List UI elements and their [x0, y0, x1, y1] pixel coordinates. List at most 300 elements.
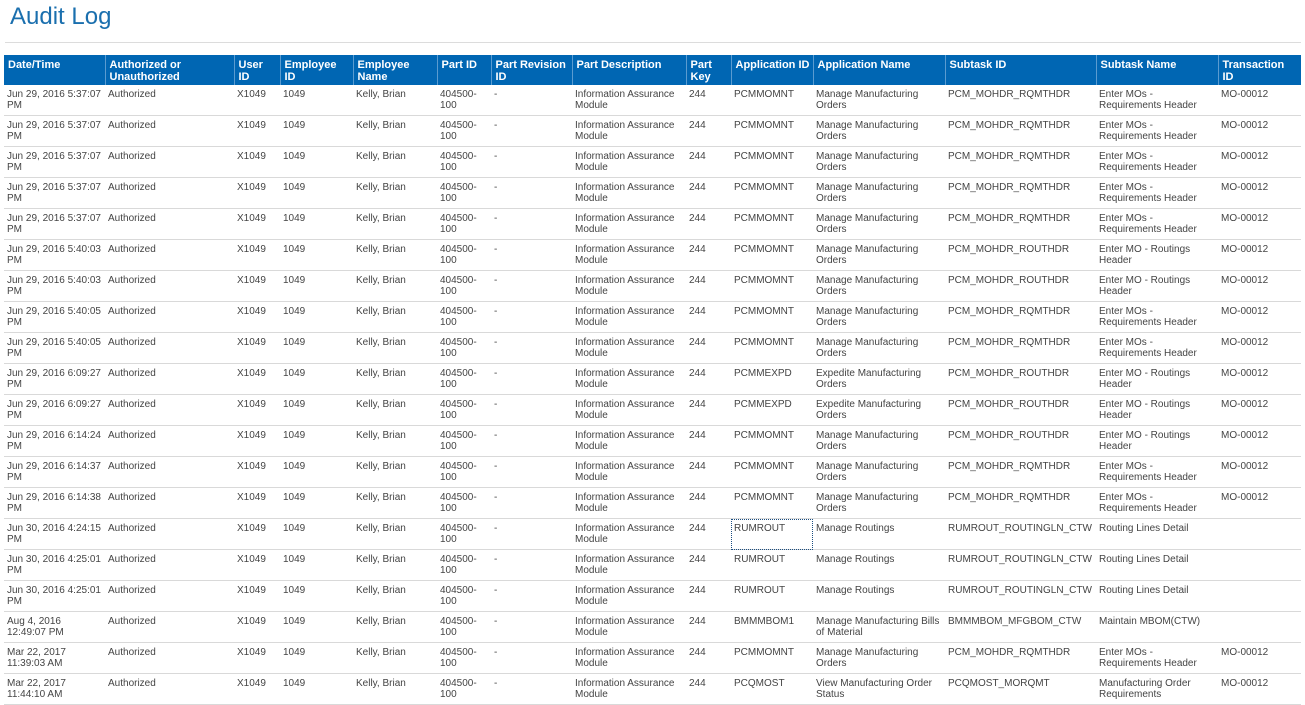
cell-application-id[interactable]: BMMMBOM1	[731, 612, 813, 643]
cell-subtask-id[interactable]: RUMROUT_ROUTINGLN_CTW	[945, 550, 1096, 581]
cell-subtask-id[interactable]: BMMMBOM_MFGBOM_CTW	[945, 612, 1096, 643]
cell-date-time[interactable]: Mar 22, 2017 11:39:03 AM	[4, 643, 105, 674]
cell-employee-name[interactable]: Kelly, Brian	[353, 147, 437, 178]
cell-part-description[interactable]: Information Assurance Module	[572, 550, 686, 581]
cell-date-time[interactable]: Jun 29, 2016 5:37:07 PM	[4, 85, 105, 116]
cell-part-description[interactable]: Information Assurance Module	[572, 581, 686, 612]
cell-part-description[interactable]: Information Assurance Module	[572, 240, 686, 271]
cell-application-name[interactable]: Manage Routings	[813, 581, 945, 612]
cell-subtask-name[interactable]: Routing Lines Detail	[1096, 550, 1218, 581]
cell-part-key[interactable]: 244	[686, 612, 731, 643]
cell-date-time[interactable]: Jun 30, 2016 4:24:15 PM	[4, 519, 105, 550]
cell-employee-name[interactable]: Kelly, Brian	[353, 519, 437, 550]
cell-part-revision-id[interactable]: -	[491, 85, 572, 116]
cell-employee-name[interactable]: Kelly, Brian	[353, 85, 437, 116]
cell-part-id[interactable]: 404500-100	[437, 426, 491, 457]
table-row[interactable]	[4, 612, 1301, 643]
cell-employee-name[interactable]: Kelly, Brian	[353, 271, 437, 302]
cell-employee-id[interactable]: 1049	[280, 85, 353, 116]
cell-part-revision-id[interactable]: -	[491, 395, 572, 426]
cell-part-revision-id[interactable]: -	[491, 612, 572, 643]
cell-subtask-id[interactable]: PCQMOST_MORQMT	[945, 674, 1096, 705]
cell-part-key[interactable]: 244	[686, 426, 731, 457]
cell-part-id[interactable]: 404500-100	[437, 364, 491, 395]
cell-date-time[interactable]: Jun 29, 2016 5:40:05 PM	[4, 302, 105, 333]
cell-date-time[interactable]: Jun 30, 2016 4:25:01 PM	[4, 550, 105, 581]
column-header-part-key[interactable]: Part Key	[686, 55, 731, 85]
cell-authorized[interactable]: Authorized	[105, 674, 234, 705]
cell-part-id[interactable]: 404500-100	[437, 643, 491, 674]
cell-transaction-id[interactable]: MO-00012	[1218, 240, 1301, 271]
cell-part-id[interactable]: 404500-100	[437, 333, 491, 364]
cell-subtask-id[interactable]: PCM_MOHDR_RQMTHDR	[945, 85, 1096, 116]
cell-application-name[interactable]: Manage Manufacturing Orders	[813, 147, 945, 178]
cell-authorized[interactable]: Authorized	[105, 271, 234, 302]
cell-application-name[interactable]: Manage Manufacturing Orders	[813, 643, 945, 674]
cell-part-revision-id[interactable]: -	[491, 209, 572, 240]
cell-subtask-id[interactable]: PCM_MOHDR_ROUTHDR	[945, 364, 1096, 395]
cell-application-id[interactable]: PCMMOMNT	[731, 488, 813, 519]
cell-part-id[interactable]: 404500-100	[437, 240, 491, 271]
cell-user-id[interactable]: X1049	[234, 85, 280, 116]
cell-employee-id[interactable]: 1049	[280, 240, 353, 271]
table-row[interactable]	[4, 178, 1301, 209]
cell-part-key[interactable]: 244	[686, 643, 731, 674]
cell-date-time[interactable]: Jun 29, 2016 6:09:27 PM	[4, 364, 105, 395]
cell-employee-id[interactable]: 1049	[280, 581, 353, 612]
cell-user-id[interactable]: X1049	[234, 209, 280, 240]
cell-transaction-id[interactable]: MO-00012	[1218, 147, 1301, 178]
cell-application-id[interactable]: PCMMOMNT	[731, 240, 813, 271]
column-header-user-id[interactable]: User ID	[234, 55, 280, 85]
cell-part-revision-id[interactable]: -	[491, 364, 572, 395]
cell-employee-name[interactable]: Kelly, Brian	[353, 488, 437, 519]
cell-date-time[interactable]: Jun 29, 2016 5:40:03 PM	[4, 271, 105, 302]
cell-part-revision-id[interactable]: -	[491, 488, 572, 519]
table-row[interactable]	[4, 643, 1301, 674]
cell-part-revision-id[interactable]: -	[491, 457, 572, 488]
cell-transaction-id[interactable]: MO-00012	[1218, 364, 1301, 395]
cell-application-name[interactable]: Expedite Manufacturing Orders	[813, 395, 945, 426]
cell-user-id[interactable]: X1049	[234, 333, 280, 364]
cell-part-key[interactable]: 244	[686, 178, 731, 209]
cell-application-name[interactable]: Manage Manufacturing Orders	[813, 302, 945, 333]
cell-part-key[interactable]: 244	[686, 581, 731, 612]
cell-part-description[interactable]: Information Assurance Module	[572, 302, 686, 333]
cell-part-revision-id[interactable]: -	[491, 302, 572, 333]
cell-part-id[interactable]: 404500-100	[437, 209, 491, 240]
cell-employee-name[interactable]: Kelly, Brian	[353, 395, 437, 426]
cell-user-id[interactable]: X1049	[234, 395, 280, 426]
cell-part-key[interactable]: 244	[686, 457, 731, 488]
cell-authorized[interactable]: Authorized	[105, 178, 234, 209]
cell-authorized[interactable]: Authorized	[105, 364, 234, 395]
cell-user-id[interactable]: X1049	[234, 550, 280, 581]
cell-application-name[interactable]: Manage Manufacturing Orders	[813, 116, 945, 147]
cell-subtask-id[interactable]: PCM_MOHDR_ROUTHDR	[945, 240, 1096, 271]
cell-part-key[interactable]: 244	[686, 674, 731, 705]
cell-transaction-id[interactable]: MO-00012	[1218, 333, 1301, 364]
cell-application-name[interactable]: View Manufacturing Order Status	[813, 674, 945, 705]
cell-application-id[interactable]: PCMMOMNT	[731, 457, 813, 488]
cell-date-time[interactable]: Jun 29, 2016 6:09:27 PM	[4, 395, 105, 426]
cell-employee-id[interactable]: 1049	[280, 519, 353, 550]
cell-part-key[interactable]: 244	[686, 85, 731, 116]
cell-transaction-id[interactable]: MO-00012	[1218, 178, 1301, 209]
cell-application-name[interactable]: Manage Routings	[813, 519, 945, 550]
cell-application-id[interactable]: PCMMOMNT	[731, 116, 813, 147]
cell-employee-id[interactable]: 1049	[280, 488, 353, 519]
cell-employee-name[interactable]: Kelly, Brian	[353, 116, 437, 147]
cell-employee-id[interactable]: 1049	[280, 550, 353, 581]
cell-employee-name[interactable]: Kelly, Brian	[353, 426, 437, 457]
cell-authorized[interactable]: Authorized	[105, 302, 234, 333]
column-header-employee-name[interactable]: Employee Name	[353, 55, 437, 85]
column-header-date-time[interactable]: Date/Time	[4, 55, 105, 85]
cell-application-name[interactable]: Manage Manufacturing Bills of Material	[813, 612, 945, 643]
cell-subtask-name[interactable]: Enter MOs - Requirements Header	[1096, 488, 1218, 519]
cell-application-id[interactable]: RUMROUT	[731, 550, 813, 581]
table-row[interactable]	[4, 426, 1301, 457]
table-row[interactable]	[4, 519, 1301, 550]
cell-part-id[interactable]: 404500-100	[437, 271, 491, 302]
cell-part-description[interactable]: Information Assurance Module	[572, 147, 686, 178]
cell-subtask-id[interactable]: PCM_MOHDR_RQMTHDR	[945, 116, 1096, 147]
cell-subtask-name[interactable]: Routing Lines Detail	[1096, 519, 1218, 550]
cell-user-id[interactable]: X1049	[234, 147, 280, 178]
cell-part-key[interactable]: 244	[686, 116, 731, 147]
table-row[interactable]	[4, 240, 1301, 271]
cell-application-id[interactable]: RUMROUT	[731, 581, 813, 612]
cell-employee-id[interactable]: 1049	[280, 674, 353, 705]
cell-subtask-id[interactable]: PCM_MOHDR_RQMTHDR	[945, 333, 1096, 364]
cell-transaction-id[interactable]: MO-00012	[1218, 674, 1301, 705]
cell-transaction-id[interactable]	[1218, 550, 1301, 581]
cell-date-time[interactable]: Jun 29, 2016 6:14:38 PM	[4, 488, 105, 519]
cell-application-id[interactable]: PCMMOMNT	[731, 147, 813, 178]
column-header-part-revision-id[interactable]: Part Revision ID	[491, 55, 572, 85]
table-row[interactable]	[4, 395, 1301, 426]
cell-subtask-id[interactable]: PCM_MOHDR_ROUTHDR	[945, 395, 1096, 426]
cell-authorized[interactable]: Authorized	[105, 581, 234, 612]
table-row[interactable]	[4, 147, 1301, 178]
cell-part-description[interactable]: Information Assurance Module	[572, 426, 686, 457]
cell-user-id[interactable]: X1049	[234, 488, 280, 519]
cell-user-id[interactable]: X1049	[234, 426, 280, 457]
cell-user-id[interactable]: X1049	[234, 271, 280, 302]
cell-part-id[interactable]: 404500-100	[437, 488, 491, 519]
cell-transaction-id[interactable]: MO-00012	[1218, 488, 1301, 519]
cell-subtask-name[interactable]: Enter MOs - Requirements Header	[1096, 643, 1218, 674]
cell-part-revision-id[interactable]: -	[491, 519, 572, 550]
cell-date-time[interactable]: Aug 4, 2016 12:49:07 PM	[4, 612, 105, 643]
cell-part-id[interactable]: 404500-100	[437, 302, 491, 333]
cell-application-id[interactable]: PCMMOMNT	[731, 643, 813, 674]
cell-application-name[interactable]: Manage Manufacturing Orders	[813, 333, 945, 364]
cell-part-revision-id[interactable]: -	[491, 240, 572, 271]
cell-application-id[interactable]: PCMMOMNT	[731, 426, 813, 457]
column-header-employee-id[interactable]: Employee ID	[280, 55, 353, 85]
cell-authorized[interactable]: Authorized	[105, 488, 234, 519]
cell-subtask-name[interactable]: Enter MO - Routings Header	[1096, 240, 1218, 271]
column-header-authorized[interactable]: Authorized or Unauthorized	[105, 55, 234, 85]
cell-part-revision-id[interactable]: -	[491, 674, 572, 705]
table-row[interactable]	[4, 333, 1301, 364]
cell-subtask-id[interactable]: PCM_MOHDR_ROUTHDR	[945, 426, 1096, 457]
cell-user-id[interactable]: X1049	[234, 643, 280, 674]
cell-subtask-name[interactable]: Routing Lines Detail	[1096, 581, 1218, 612]
cell-part-description[interactable]: Information Assurance Module	[572, 364, 686, 395]
cell-employee-id[interactable]: 1049	[280, 643, 353, 674]
cell-application-name[interactable]: Manage Manufacturing Orders	[813, 209, 945, 240]
cell-application-name[interactable]: Manage Manufacturing Orders	[813, 271, 945, 302]
cell-user-id[interactable]: X1049	[234, 364, 280, 395]
cell-user-id[interactable]: X1049	[234, 457, 280, 488]
cell-employee-name[interactable]: Kelly, Brian	[353, 178, 437, 209]
cell-part-id[interactable]: 404500-100	[437, 178, 491, 209]
cell-subtask-id[interactable]: PCM_MOHDR_RQMTHDR	[945, 178, 1096, 209]
cell-part-key[interactable]: 244	[686, 240, 731, 271]
cell-application-id[interactable]: PCQMOST	[731, 674, 813, 705]
cell-subtask-name[interactable]: Enter MOs - Requirements Header	[1096, 302, 1218, 333]
cell-part-description[interactable]: Information Assurance Module	[572, 612, 686, 643]
cell-date-time[interactable]: Jun 29, 2016 5:37:07 PM	[4, 116, 105, 147]
cell-user-id[interactable]: X1049	[234, 302, 280, 333]
cell-employee-id[interactable]: 1049	[280, 116, 353, 147]
column-header-transaction-id[interactable]: Transaction ID	[1218, 55, 1301, 85]
cell-transaction-id[interactable]: MO-00012	[1218, 643, 1301, 674]
cell-employee-name[interactable]: Kelly, Brian	[353, 643, 437, 674]
cell-employee-id[interactable]: 1049	[280, 271, 353, 302]
cell-part-id[interactable]: 404500-100	[437, 395, 491, 426]
cell-part-description[interactable]: Information Assurance Module	[572, 519, 686, 550]
cell-subtask-id[interactable]: PCM_MOHDR_RQMTHDR	[945, 488, 1096, 519]
column-header-part-id[interactable]: Part ID	[437, 55, 491, 85]
column-header-subtask-id[interactable]: Subtask ID	[945, 55, 1096, 85]
cell-application-name[interactable]: Manage Manufacturing Orders	[813, 457, 945, 488]
cell-transaction-id[interactable]: MO-00012	[1218, 302, 1301, 333]
cell-employee-id[interactable]: 1049	[280, 333, 353, 364]
cell-subtask-id[interactable]: PCM_MOHDR_RQMTHDR	[945, 209, 1096, 240]
cell-user-id[interactable]: X1049	[234, 116, 280, 147]
cell-subtask-name[interactable]: Enter MOs - Requirements Header	[1096, 116, 1218, 147]
cell-part-key[interactable]: 244	[686, 271, 731, 302]
cell-part-revision-id[interactable]: -	[491, 333, 572, 364]
cell-subtask-name[interactable]: Enter MOs - Requirements Header	[1096, 147, 1218, 178]
table-row[interactable]	[4, 550, 1301, 581]
cell-employee-name[interactable]: Kelly, Brian	[353, 612, 437, 643]
cell-subtask-name[interactable]: Enter MO - Routings Header	[1096, 395, 1218, 426]
cell-application-name[interactable]: Manage Routings	[813, 550, 945, 581]
cell-part-id[interactable]: 404500-100	[437, 147, 491, 178]
cell-subtask-name[interactable]: Enter MOs - Requirements Header	[1096, 85, 1218, 116]
cell-part-description[interactable]: Information Assurance Module	[572, 457, 686, 488]
cell-transaction-id[interactable]: MO-00012	[1218, 116, 1301, 147]
cell-authorized[interactable]: Authorized	[105, 457, 234, 488]
cell-employee-id[interactable]: 1049	[280, 147, 353, 178]
cell-part-revision-id[interactable]: -	[491, 643, 572, 674]
cell-authorized[interactable]: Authorized	[105, 209, 234, 240]
table-row[interactable]	[4, 209, 1301, 240]
cell-part-key[interactable]: 244	[686, 550, 731, 581]
cell-part-key[interactable]: 244	[686, 519, 731, 550]
cell-date-time[interactable]: Mar 22, 2017 11:44:10 AM	[4, 674, 105, 705]
cell-date-time[interactable]: Jun 29, 2016 6:14:24 PM	[4, 426, 105, 457]
cell-authorized[interactable]: Authorized	[105, 240, 234, 271]
cell-authorized[interactable]: Authorized	[105, 643, 234, 674]
cell-date-time[interactable]: Jun 29, 2016 5:37:07 PM	[4, 209, 105, 240]
cell-application-name[interactable]: Manage Manufacturing Orders	[813, 426, 945, 457]
cell-transaction-id[interactable]: MO-00012	[1218, 209, 1301, 240]
cell-authorized[interactable]: Authorized	[105, 426, 234, 457]
cell-part-key[interactable]: 244	[686, 364, 731, 395]
cell-authorized[interactable]: Authorized	[105, 612, 234, 643]
table-row[interactable]	[4, 581, 1301, 612]
cell-part-revision-id[interactable]: -	[491, 271, 572, 302]
cell-employee-id[interactable]: 1049	[280, 364, 353, 395]
cell-employee-name[interactable]: Kelly, Brian	[353, 674, 437, 705]
cell-employee-name[interactable]: Kelly, Brian	[353, 302, 437, 333]
cell-date-time[interactable]: Jun 29, 2016 5:37:07 PM	[4, 147, 105, 178]
table-row[interactable]	[4, 116, 1301, 147]
cell-authorized[interactable]: Authorized	[105, 116, 234, 147]
cell-part-id[interactable]: 404500-100	[437, 519, 491, 550]
cell-part-key[interactable]: 244	[686, 209, 731, 240]
cell-application-name[interactable]: Manage Manufacturing Orders	[813, 240, 945, 271]
cell-transaction-id[interactable]	[1218, 612, 1301, 643]
table-row[interactable]	[4, 302, 1301, 333]
cell-part-revision-id[interactable]: -	[491, 581, 572, 612]
cell-application-name[interactable]: Manage Manufacturing Orders	[813, 85, 945, 116]
cell-employee-id[interactable]: 1049	[280, 178, 353, 209]
cell-subtask-name[interactable]: Enter MOs - Requirements Header	[1096, 333, 1218, 364]
cell-application-id[interactable]: PCMMOMNT	[731, 178, 813, 209]
cell-part-id[interactable]: 404500-100	[437, 550, 491, 581]
cell-date-time[interactable]: Jun 29, 2016 5:40:03 PM	[4, 240, 105, 271]
cell-employee-id[interactable]: 1049	[280, 457, 353, 488]
cell-transaction-id[interactable]	[1218, 581, 1301, 612]
cell-transaction-id[interactable]: MO-00012	[1218, 395, 1301, 426]
cell-part-description[interactable]: Information Assurance Module	[572, 488, 686, 519]
cell-application-id[interactable]: PCMMOMNT	[731, 302, 813, 333]
cell-transaction-id[interactable]: MO-00012	[1218, 457, 1301, 488]
cell-subtask-name[interactable]: Enter MO - Routings Header	[1096, 426, 1218, 457]
cell-part-description[interactable]: Information Assurance Module	[572, 209, 686, 240]
cell-part-id[interactable]: 404500-100	[437, 581, 491, 612]
cell-date-time[interactable]: Jun 30, 2016 4:25:01 PM	[4, 581, 105, 612]
cell-transaction-id[interactable]: MO-00012	[1218, 85, 1301, 116]
cell-transaction-id[interactable]: MO-00012	[1218, 271, 1301, 302]
cell-subtask-id[interactable]: PCM_MOHDR_RQMTHDR	[945, 457, 1096, 488]
cell-subtask-name[interactable]: Enter MO - Routings Header	[1096, 271, 1218, 302]
cell-part-description[interactable]: Information Assurance Module	[572, 85, 686, 116]
cell-part-key[interactable]: 244	[686, 333, 731, 364]
cell-employee-id[interactable]: 1049	[280, 612, 353, 643]
cell-part-description[interactable]: Information Assurance Module	[572, 643, 686, 674]
cell-subtask-id[interactable]: PCM_MOHDR_RQMTHDR	[945, 302, 1096, 333]
cell-date-time[interactable]: Jun 29, 2016 6:14:37 PM	[4, 457, 105, 488]
column-header-part-description[interactable]: Part Description	[572, 55, 686, 85]
cell-part-description[interactable]: Information Assurance Module	[572, 271, 686, 302]
cell-transaction-id[interactable]	[1218, 519, 1301, 550]
cell-employee-name[interactable]: Kelly, Brian	[353, 333, 437, 364]
cell-application-name[interactable]: Expedite Manufacturing Orders	[813, 364, 945, 395]
cell-subtask-name[interactable]: Maintain MBOM(CTW)	[1096, 612, 1218, 643]
cell-part-id[interactable]: 404500-100	[437, 457, 491, 488]
cell-subtask-name[interactable]: Manufacturing Order Requirements	[1096, 674, 1218, 705]
cell-application-name[interactable]: Manage Manufacturing Orders	[813, 488, 945, 519]
cell-user-id[interactable]: X1049	[234, 612, 280, 643]
cell-part-id[interactable]: 404500-100	[437, 85, 491, 116]
cell-part-revision-id[interactable]: -	[491, 178, 572, 209]
cell-employee-name[interactable]: Kelly, Brian	[353, 457, 437, 488]
cell-authorized[interactable]: Authorized	[105, 147, 234, 178]
cell-employee-id[interactable]: 1049	[280, 209, 353, 240]
cell-part-key[interactable]: 244	[686, 147, 731, 178]
cell-part-revision-id[interactable]: -	[491, 147, 572, 178]
column-header-application-id[interactable]: Application ID	[731, 55, 813, 85]
cell-subtask-name[interactable]: Enter MO - Routings Header	[1096, 364, 1218, 395]
cell-user-id[interactable]: X1049	[234, 519, 280, 550]
cell-date-time[interactable]: Jun 29, 2016 5:40:05 PM	[4, 333, 105, 364]
cell-authorized[interactable]: Authorized	[105, 333, 234, 364]
cell-authorized[interactable]: Authorized	[105, 550, 234, 581]
cell-part-description[interactable]: Information Assurance Module	[572, 674, 686, 705]
cell-transaction-id[interactable]: MO-00012	[1218, 426, 1301, 457]
cell-part-description[interactable]: Information Assurance Module	[572, 395, 686, 426]
cell-part-description[interactable]: Information Assurance Module	[572, 116, 686, 147]
cell-subtask-id[interactable]: RUMROUT_ROUTINGLN_CTW	[945, 581, 1096, 612]
cell-subtask-name[interactable]: Enter MOs - Requirements Header	[1096, 457, 1218, 488]
cell-user-id[interactable]: X1049	[234, 240, 280, 271]
cell-part-key[interactable]: 244	[686, 488, 731, 519]
table-row[interactable]	[4, 364, 1301, 395]
cell-part-key[interactable]: 244	[686, 395, 731, 426]
cell-subtask-name[interactable]: Enter MOs - Requirements Header	[1096, 178, 1218, 209]
cell-date-time[interactable]: Jun 29, 2016 5:37:07 PM	[4, 178, 105, 209]
column-header-application-name[interactable]: Application Name	[813, 55, 945, 85]
cell-part-description[interactable]: Information Assurance Module	[572, 178, 686, 209]
cell-subtask-id[interactable]: PCM_MOHDR_ROUTHDR	[945, 271, 1096, 302]
cell-part-revision-id[interactable]: -	[491, 116, 572, 147]
cell-application-id[interactable]: PCMMEXPD	[731, 395, 813, 426]
cell-subtask-id[interactable]: PCM_MOHDR_RQMTHDR	[945, 147, 1096, 178]
cell-user-id[interactable]: X1049	[234, 178, 280, 209]
cell-employee-name[interactable]: Kelly, Brian	[353, 550, 437, 581]
cell-user-id[interactable]: X1049	[234, 674, 280, 705]
column-header-subtask-name[interactable]: Subtask Name	[1096, 55, 1218, 85]
cell-subtask-id[interactable]: RUMROUT_ROUTINGLN_CTW	[945, 519, 1096, 550]
cell-part-key[interactable]: 244	[686, 302, 731, 333]
cell-application-id[interactable]: PCMMOMNT	[731, 209, 813, 240]
cell-user-id[interactable]: X1049	[234, 581, 280, 612]
cell-part-id[interactable]: 404500-100	[437, 116, 491, 147]
cell-employee-id[interactable]: 1049	[280, 426, 353, 457]
cell-authorized[interactable]: Authorized	[105, 395, 234, 426]
cell-employee-name[interactable]: Kelly, Brian	[353, 240, 437, 271]
cell-employee-name[interactable]: Kelly, Brian	[353, 209, 437, 240]
cell-application-id[interactable]: PCMMEXPD	[731, 364, 813, 395]
cell-authorized[interactable]: Authorized	[105, 519, 234, 550]
table-row[interactable]	[4, 457, 1301, 488]
cell-application-name[interactable]: Manage Manufacturing Orders	[813, 178, 945, 209]
cell-part-id[interactable]: 404500-100	[437, 612, 491, 643]
cell-application-id[interactable]: PCMMOMNT	[731, 85, 813, 116]
table-row[interactable]	[4, 85, 1301, 116]
cell-part-revision-id[interactable]: -	[491, 550, 572, 581]
table-row[interactable]	[4, 271, 1301, 302]
cell-application-id[interactable]: PCMMOMNT	[731, 271, 813, 302]
